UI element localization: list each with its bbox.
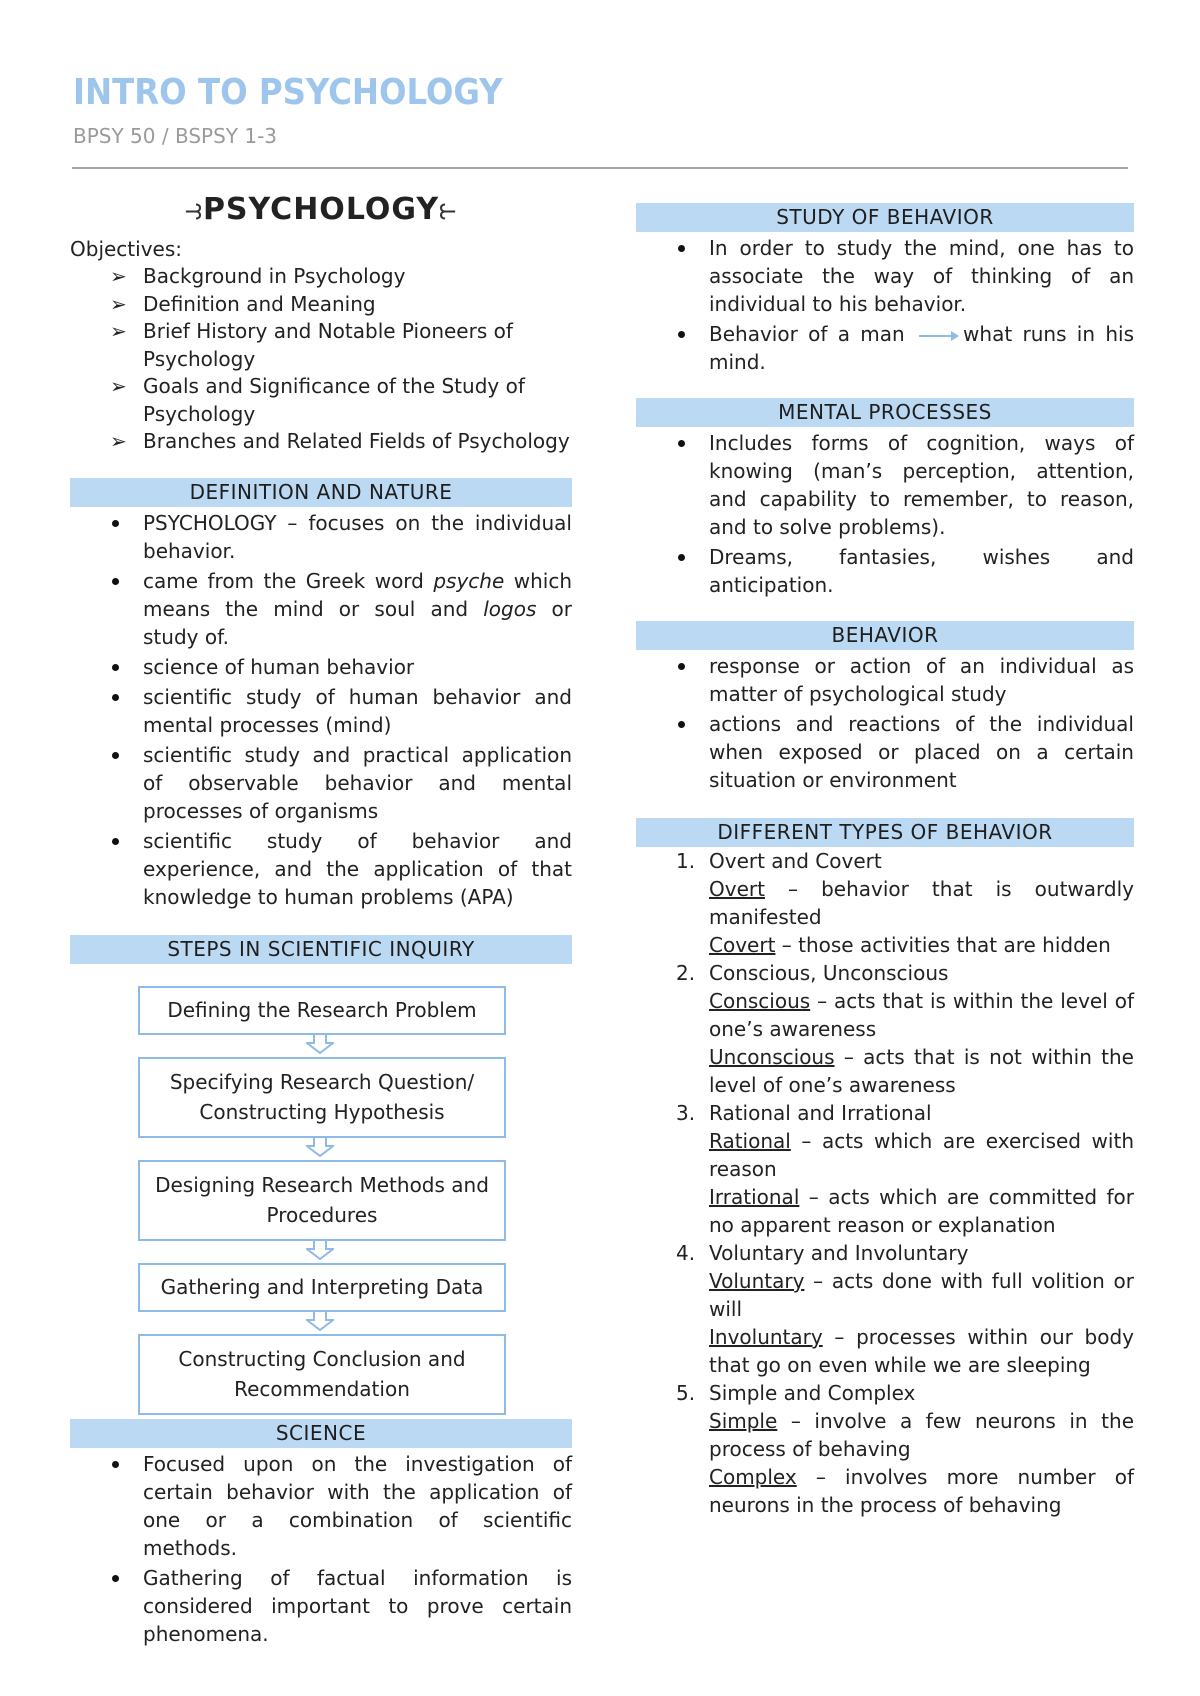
- heading-right-ornament-icon: ⥼: [439, 192, 457, 227]
- arrow-bullet-icon: ➢: [110, 319, 127, 343]
- bullet-dot: [112, 1461, 119, 1468]
- mental-item: Dreams, fantasies, wishes and anticipation.: [676, 543, 1134, 599]
- down-arrow-icon: [306, 1137, 334, 1157]
- type-definition: Rational – acts which are exercised with reason: [709, 1129, 1134, 1181]
- definition-item: scientific study of human behavior and mental processes (mind): [110, 683, 572, 739]
- section-heading-study: STUDY OF BEHAVIOR: [636, 203, 1134, 232]
- behavior-type-item: 2. Conscious, Unconscious Conscious – acts that is within the level of one’s awareness Unconscious – acts that is not within the level of one’s awareness: [676, 961, 1134, 1097]
- type-definition: Irrational – acts which are committed for no apparent reason or explanation: [709, 1185, 1134, 1237]
- objectives-list: [70, 263, 572, 456]
- main-heading: [70, 192, 572, 227]
- flow-step-box: Specifying Research Question/ Constructing Hypothesis: [138, 1057, 506, 1138]
- science-item: Gathering of factual information is considered important to prove certain phenomena.: [110, 1564, 572, 1648]
- behavior-item: actions and reactions of the individual when exposed or placed on a certain situation or environment: [676, 710, 1134, 794]
- bullet-dot: [678, 663, 685, 670]
- definition-item: scientific study of behavior and experience, and the application of that knowledge to human problems (APA): [110, 827, 572, 911]
- objectives-label: Objectives:: [70, 237, 182, 261]
- objective-item: ➢ Branches and Related Fields of Psychology: [110, 428, 572, 456]
- down-arrow-icon: [306, 1034, 334, 1054]
- down-arrow-icon: [306, 1311, 334, 1331]
- bullet-dot: [678, 331, 685, 338]
- section-heading-definition: DEFINITION AND NATURE: [70, 478, 572, 507]
- flow-step-box: Defining the Research Problem: [138, 986, 506, 1035]
- bullet-dot: [112, 520, 119, 527]
- definition-list: [70, 509, 572, 911]
- type-definition: Voluntary – acts done with full volition or will: [709, 1269, 1134, 1321]
- study-list: [636, 234, 1134, 376]
- behavior-type-item: 5. Simple and Complex Simple – involve a few neurons in the process of behaving Complex – involves more number of neurons in the process of behaving: [676, 1381, 1134, 1517]
- definition-item: science of human behavior: [110, 653, 572, 681]
- behavior-type-item: 4. Voluntary and Involuntary Voluntary – acts done with full volition or will Involuntary – processes within our body that go on even while we are sleeping: [676, 1241, 1134, 1377]
- behavior-list: [636, 652, 1134, 794]
- section-heading-behavior: BEHAVIOR: [636, 621, 1134, 650]
- header-divider: [72, 167, 1128, 169]
- bullet-dot: [112, 694, 119, 701]
- term-logos: logos: [483, 596, 537, 621]
- science-item: Focused upon on the investigation of certain behavior with the application of one or a combination of scientific methods.: [110, 1450, 572, 1562]
- document-title: INTRO TO PSYCHOLOGY: [73, 72, 503, 113]
- behavior-type-item: 3. Rational and Irrational Rational – acts which are exercised with reason Irrational – acts which are committed for no apparent reason or explanation: [676, 1101, 1134, 1237]
- section-heading-types: DIFFERENT TYPES OF BEHAVIOR: [636, 818, 1134, 847]
- type-definition: Simple – involve a few neurons in the process of behaving: [709, 1409, 1134, 1461]
- flow-step-box: Designing Research Methods and Procedures: [138, 1160, 506, 1241]
- down-arrow-icon: [306, 1240, 334, 1260]
- arrow-bullet-icon: ➢: [110, 374, 127, 398]
- right-column: [636, 203, 1134, 1519]
- steps-flowchart: [70, 986, 572, 1438]
- behavior-item: response or action of an individual as matter of psychological study: [676, 652, 1134, 708]
- left-column: [70, 188, 572, 1650]
- section-heading-mental: MENTAL PROCESSES: [636, 398, 1134, 427]
- bullet-dot: [112, 1575, 119, 1582]
- arrow-bullet-icon: ➢: [110, 429, 127, 453]
- term-psyche: psyche: [433, 568, 505, 593]
- definition-item: scientific study and practical application of observable behavior and mental processes of organisms: [110, 741, 572, 825]
- bullet-dot: [678, 245, 685, 252]
- behavior-type-item: 1. Overt and Covert Overt – behavior that is outwardly manifested Covert – those activities that are hidden: [676, 849, 1134, 957]
- main-heading-text: PSYCHOLOGY: [202, 192, 440, 227]
- type-definition: Covert – those activities that are hidden: [709, 933, 1111, 957]
- objective-item: ➢ Goals and Significance of the Study of Psychology: [110, 374, 525, 426]
- right-arrow-icon: [917, 330, 961, 342]
- bullet-dot: [112, 838, 119, 845]
- arrow-bullet-icon: ➢: [110, 264, 127, 288]
- section-heading-science: SCIENCE: [70, 1419, 572, 1448]
- study-item: Behavior of a man what runs in his mind.: [676, 320, 1134, 376]
- study-item: In order to study the mind, one has to associate the way of thinking of an individual to his behavior.: [676, 234, 1134, 318]
- type-definition: Unconscious – acts that is not within the level of one’s awareness: [709, 1045, 1134, 1097]
- arrow-bullet-icon: ➢: [110, 291, 127, 316]
- behavior-types-list: [636, 847, 1134, 1519]
- objective-item: ➢ Definition and Meaning: [110, 291, 572, 319]
- science-list: [70, 1450, 572, 1648]
- type-definition: Conscious – acts that is within the level of one’s awareness: [709, 989, 1134, 1041]
- objective-item: ➢ Background in Psychology: [110, 263, 572, 291]
- section-heading-steps: STEPS IN SCIENTIFIC INQUIRY: [70, 935, 572, 964]
- mental-item: Includes forms of cognition, ways of knowing (man’s perception, attention, and capability to remember, to reason, and to solve problems).: [676, 429, 1134, 541]
- bullet-dot: [678, 554, 685, 561]
- bullet-dot: [678, 440, 685, 447]
- heading-left-ornament-icon: ⥽: [185, 192, 203, 227]
- mental-list: [636, 429, 1134, 599]
- type-definition: Overt – behavior that is outwardly manifested: [709, 877, 1134, 929]
- type-definition: Involuntary – processes within our body that go on even while we are sleeping: [709, 1325, 1134, 1377]
- bullet-dot: [678, 721, 685, 728]
- bullet-dot: [112, 578, 119, 585]
- flow-step-box: Gathering and Interpreting Data: [138, 1263, 506, 1312]
- bullet-dot: [112, 664, 119, 671]
- definition-item: PSYCHOLOGY – focuses on the individual behavior.: [110, 509, 572, 565]
- document-subtitle: BPSY 50 / BSPSY 1-3: [73, 124, 278, 148]
- bullet-dot: [112, 752, 119, 759]
- flow-step-box: Constructing Conclusion and Recommendation: [138, 1334, 506, 1415]
- objective-item: ➢ Brief History and Notable Pioneers of Psychology: [110, 319, 513, 371]
- type-definition: Complex – involves more number of neurons in the process of behaving: [709, 1465, 1134, 1517]
- definition-item: came from the Greek word psyche which means the mind or soul and logos or study of.: [110, 567, 572, 651]
